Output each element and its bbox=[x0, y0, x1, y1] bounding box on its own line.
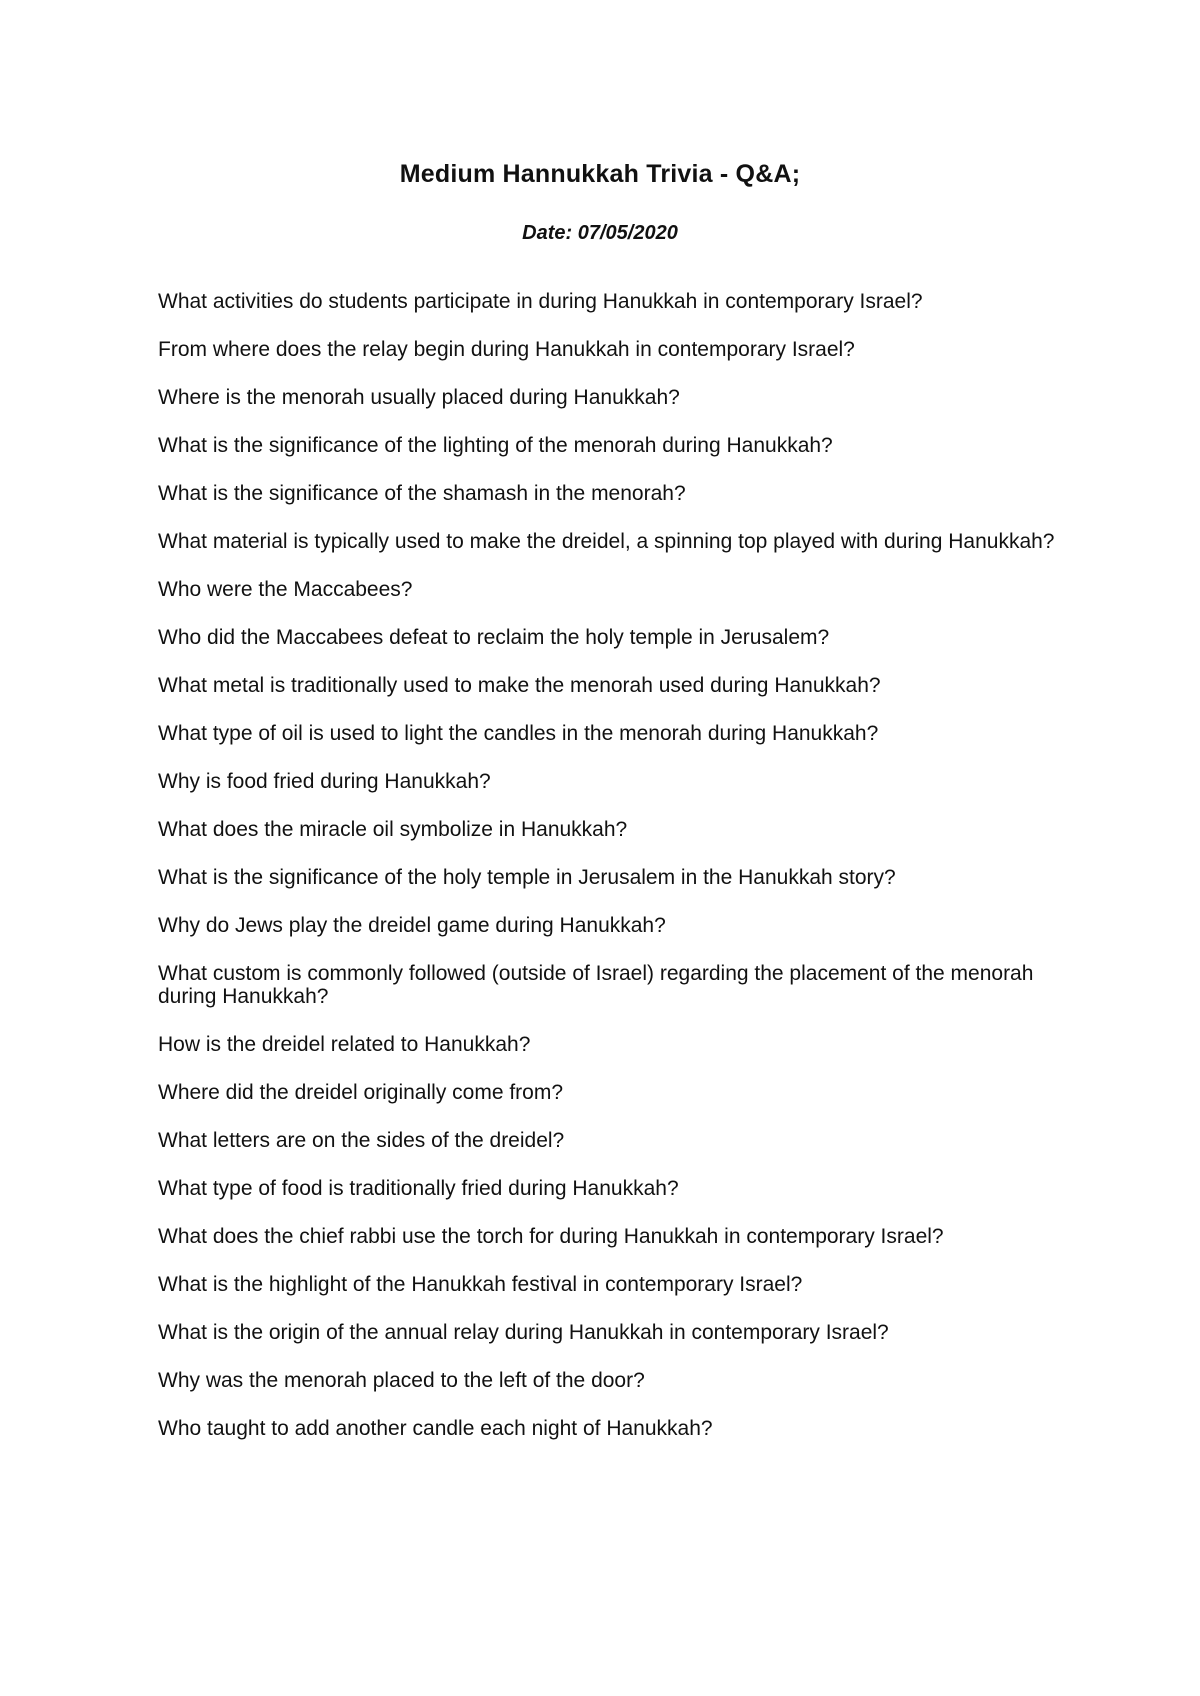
question-item: What material is typically used to make the dreidel, a spinning top played with during Hanukkah? bbox=[158, 530, 1055, 553]
question-item: Why was the menorah placed to the left of the door? bbox=[158, 1369, 645, 1392]
question-item: Why is food fried during Hanukkah? bbox=[158, 770, 491, 793]
document-title: Medium Hannukkah Trivia - Q&A; bbox=[399, 160, 801, 188]
document-date: Date: 07/05/2020 bbox=[522, 222, 678, 244]
question-item: What metal is traditionally used to make the menorah used during Hanukkah? bbox=[158, 674, 881, 697]
question-item: Who were the Maccabees? bbox=[158, 578, 413, 601]
question-item: What does the chief rabbi use the torch for during Hanukkah in contemporary Israel? bbox=[158, 1225, 944, 1248]
question-item: What is the significance of the shamash in the menorah? bbox=[158, 482, 686, 505]
question-item: What activities do students participate in during Hanukkah in contemporary Israel? bbox=[158, 290, 923, 313]
question-item: What does the miracle oil symbolize in Hanukkah? bbox=[158, 818, 628, 841]
question-list bbox=[158, 290, 1058, 1465]
question-item: What custom is commonly followed (outside of Israel) regarding the placement of the menorah during Hanukkah? bbox=[158, 962, 1034, 1008]
question-item: What is the significance of the holy temple in Jerusalem in the Hanukkah story? bbox=[158, 866, 896, 889]
question-item: Where is the menorah usually placed during Hanukkah? bbox=[158, 386, 680, 409]
question-item: What is the significance of the lighting of the menorah during Hanukkah? bbox=[158, 434, 833, 457]
question-item: From where does the relay begin during Hanukkah in contemporary Israel? bbox=[158, 338, 855, 361]
question-item: Who taught to add another candle each night of Hanukkah? bbox=[158, 1417, 713, 1440]
question-item: What is the origin of the annual relay during Hanukkah in contemporary Israel? bbox=[158, 1321, 889, 1344]
question-item: What is the highlight of the Hanukkah festival in contemporary Israel? bbox=[158, 1273, 803, 1296]
question-item: What type of food is traditionally fried during Hanukkah? bbox=[158, 1177, 679, 1200]
question-item: Where did the dreidel originally come from? bbox=[158, 1081, 564, 1104]
question-item: How is the dreidel related to Hanukkah? bbox=[158, 1033, 531, 1056]
question-item: Why do Jews play the dreidel game during Hanukkah? bbox=[158, 914, 666, 937]
question-item: What type of oil is used to light the candles in the menorah during Hanukkah? bbox=[158, 722, 879, 745]
question-item: What letters are on the sides of the dreidel? bbox=[158, 1129, 565, 1152]
question-item: Who did the Maccabees defeat to reclaim the holy temple in Jerusalem? bbox=[158, 626, 830, 649]
